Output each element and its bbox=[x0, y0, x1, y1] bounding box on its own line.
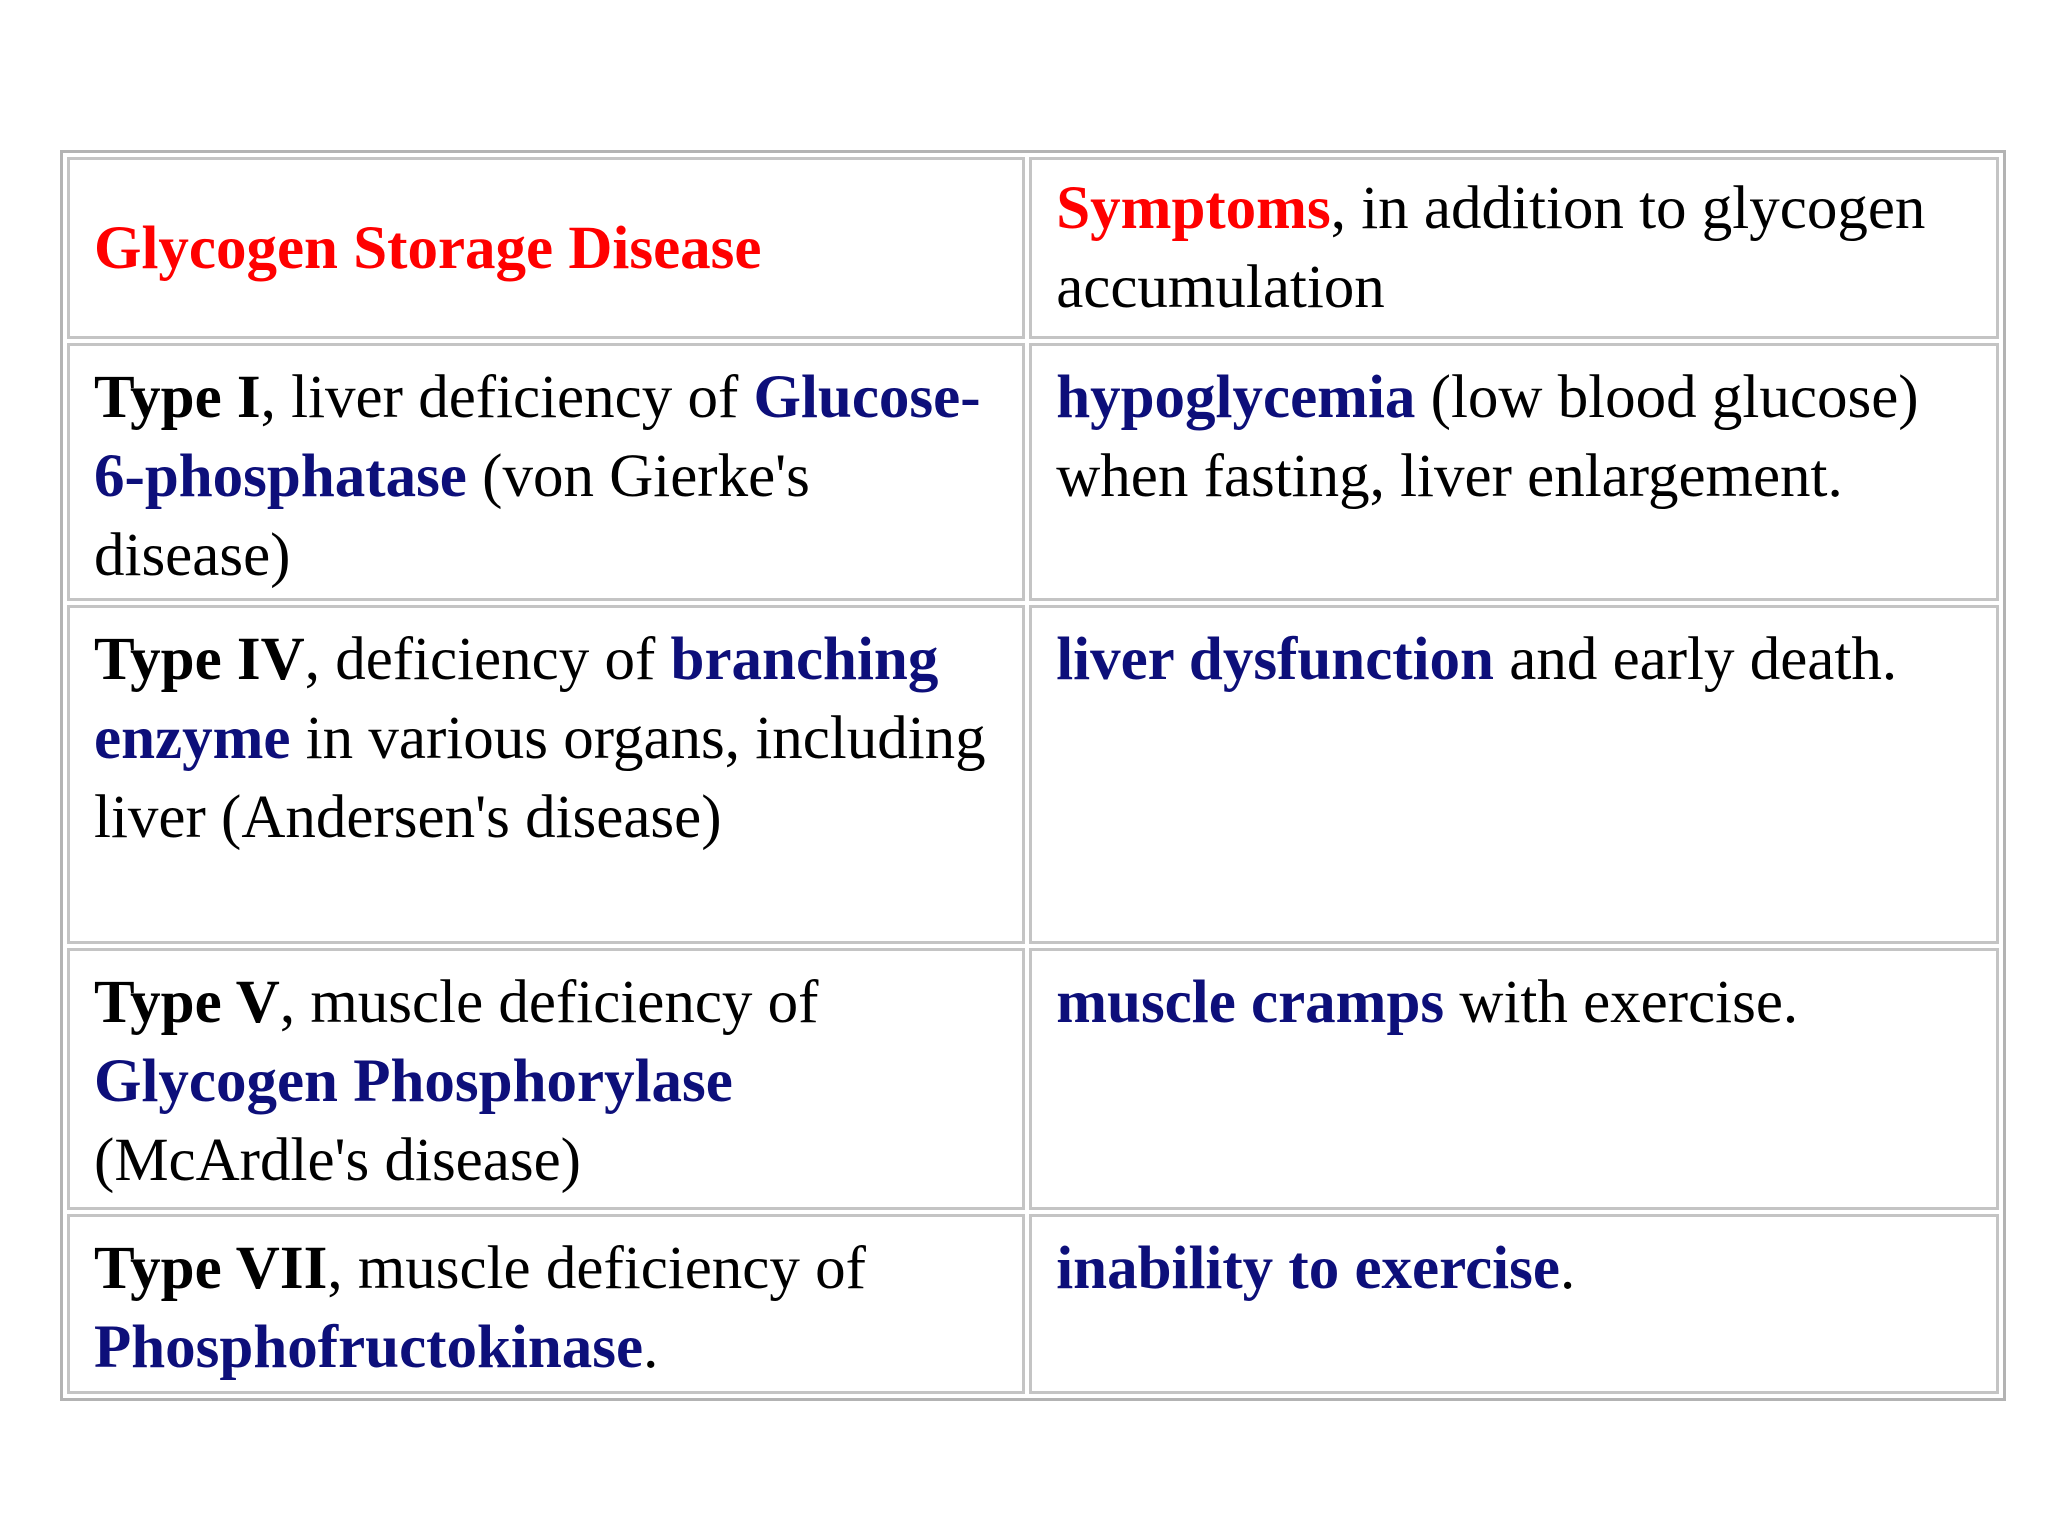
disease-desc-post: (McArdle's disease) bbox=[94, 1127, 581, 1194]
disease-type: Type VII bbox=[94, 1235, 328, 1302]
header-disease-label: Glycogen Storage Disease bbox=[94, 214, 762, 282]
disease-cell bbox=[67, 1214, 1025, 1394]
symptom-cell bbox=[1029, 605, 1999, 944]
glycogen-storage-disease-table bbox=[60, 150, 2006, 1401]
disease-desc-pre: , muscle deficiency of bbox=[279, 969, 819, 1036]
disease-cell bbox=[67, 605, 1025, 944]
disease-desc-pre: , liver deficiency of bbox=[260, 364, 754, 431]
symptom-rest: (low blood glucose) when fasting, liver enlargement. bbox=[1056, 364, 1919, 510]
symptom-key: liver dysfunction bbox=[1056, 626, 1494, 693]
enzyme-name: branching enzyme bbox=[94, 626, 939, 772]
enzyme-name: Glucose-6-phosphatase bbox=[94, 364, 981, 510]
symptom-key: inability to exercise bbox=[1056, 1235, 1560, 1302]
disease-desc-post: in various organs, including liver (Andersen's disease) bbox=[94, 705, 986, 851]
enzyme-name: Phosphofructokinase bbox=[94, 1314, 644, 1381]
disease-type: Type IV bbox=[94, 626, 305, 693]
disease-desc-pre: , muscle deficiency of bbox=[327, 1235, 866, 1302]
disease-desc-pre: , deficiency of bbox=[304, 626, 671, 693]
table-row bbox=[67, 343, 1999, 601]
symptom-rest: . bbox=[1559, 1235, 1576, 1302]
enzyme-name: Glycogen Phosphorylase bbox=[94, 1048, 733, 1115]
symptom-rest: with exercise. bbox=[1444, 969, 1799, 1036]
table-header-row bbox=[67, 157, 1999, 339]
disease-desc-post: (von Gierke's disease) bbox=[94, 443, 810, 589]
table-row bbox=[67, 605, 1999, 944]
disease-desc-post: . bbox=[643, 1314, 659, 1381]
symptom-cell bbox=[1029, 343, 1999, 601]
table-row bbox=[67, 1214, 1999, 1394]
header-cell-symptoms bbox=[1029, 157, 1999, 339]
header-symptoms-label: Symptoms bbox=[1056, 175, 1331, 242]
symptom-cell bbox=[1029, 1214, 1999, 1394]
table-row bbox=[67, 948, 1999, 1210]
header-cell-disease bbox=[67, 157, 1025, 339]
symptom-rest: and early death. bbox=[1494, 626, 1898, 693]
symptom-key: muscle cramps bbox=[1056, 969, 1445, 1036]
disease-cell bbox=[67, 948, 1025, 1210]
symptom-key: hypoglycemia bbox=[1056, 364, 1416, 431]
symptom-cell bbox=[1029, 948, 1999, 1210]
disease-type: Type V bbox=[94, 969, 280, 1036]
disease-cell bbox=[67, 343, 1025, 601]
header-symptoms-suffix: , in addition to glycogen accumulation bbox=[1056, 175, 1926, 321]
disease-type: Type I bbox=[94, 364, 261, 431]
